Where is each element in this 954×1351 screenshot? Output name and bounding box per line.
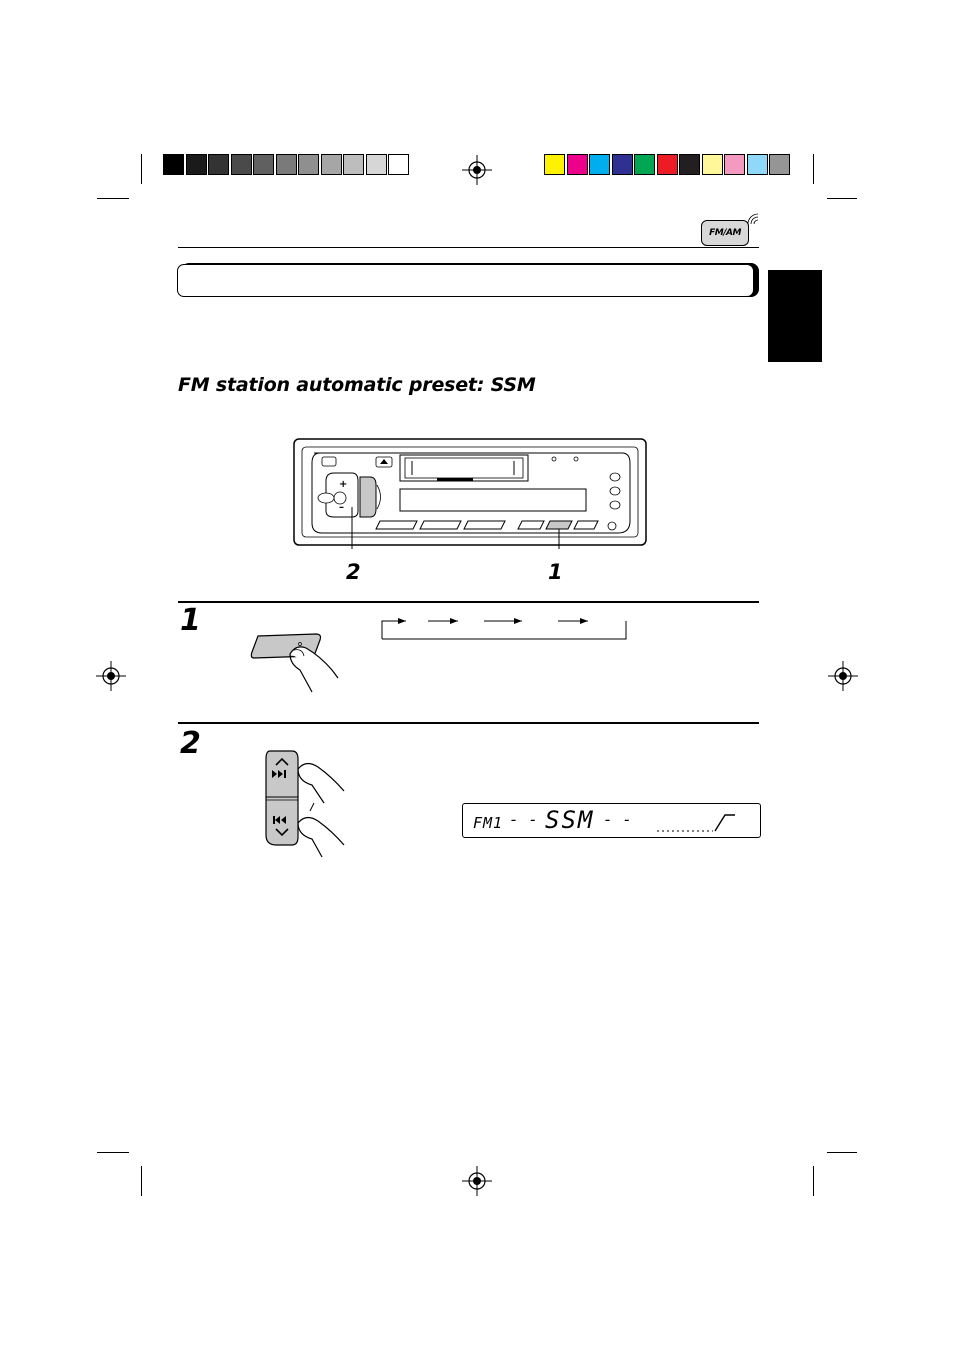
- lcd-band: FM1: [473, 814, 504, 832]
- step-1-rule: [178, 601, 759, 603]
- crop-mark-bottom-right-v: [813, 1166, 814, 1196]
- grayscale-swatch: [231, 154, 252, 175]
- grayscale-swatch: [208, 154, 229, 175]
- step-2-number: 2: [180, 726, 201, 761]
- color-swatch: [634, 154, 655, 175]
- grayscale-swatch: [321, 154, 342, 175]
- grayscale-swatch: [163, 154, 184, 175]
- signal-waves-icon: [746, 212, 760, 226]
- grayscale-swatch: [343, 154, 364, 175]
- crop-mark-bottom-left-h: [97, 1152, 129, 1153]
- grayscale-bar: [163, 154, 411, 176]
- color-swatch: [657, 154, 678, 175]
- step-1-number: 1: [180, 603, 201, 638]
- fm-am-band-icon: [701, 220, 749, 246]
- step-2-rule: [178, 722, 759, 724]
- crop-mark-top-right-v: [813, 154, 814, 184]
- registration-mark-bottom: [462, 1166, 492, 1196]
- color-swatch: [544, 154, 565, 175]
- color-swatch: [769, 154, 790, 175]
- grayscale-swatch: [186, 154, 207, 175]
- grayscale-swatch: [298, 154, 319, 175]
- finger-press-band-button-icon: [250, 626, 340, 696]
- color-swatch: [589, 154, 610, 175]
- callout-band: 1: [548, 560, 563, 584]
- color-swatch: [702, 154, 723, 175]
- grayscale-swatch: [253, 154, 274, 175]
- color-swatch: [679, 154, 700, 175]
- color-swatch: [724, 154, 745, 175]
- crop-mark-top-left-h: [97, 198, 129, 199]
- svg-text:+: +: [339, 479, 348, 490]
- lcd-dashes-right: - -: [603, 810, 632, 829]
- band-cycle-diagram: [378, 615, 630, 643]
- fm-am-icon-label: FM/AM: [709, 228, 741, 238]
- registration-mark-right: [828, 661, 858, 691]
- section-title-bar: [177, 264, 754, 297]
- color-swatch: [747, 154, 768, 175]
- registration-mark-top: [462, 155, 492, 185]
- header-rule: [178, 247, 759, 248]
- lcd-dashes-left: - -: [509, 810, 538, 829]
- finger-press-seek-buttons-icon: [258, 745, 350, 860]
- svg-text:–: –: [339, 502, 344, 513]
- color-swatch: [612, 154, 633, 175]
- color-bar: [544, 154, 792, 176]
- lcd-display: [462, 803, 761, 838]
- grayscale-swatch: [276, 154, 297, 175]
- crop-mark-top-right-h: [827, 198, 857, 199]
- registration-mark-left: [96, 661, 126, 691]
- grayscale-swatch: [388, 154, 409, 175]
- subheading: FM station automatic preset: SSM: [178, 374, 536, 396]
- language-tab: [768, 270, 822, 362]
- crop-mark-top-left-v: [141, 154, 142, 184]
- grayscale-swatch: [366, 154, 387, 175]
- car-stereo-illustration: [292, 437, 648, 549]
- lcd-level-meter: [655, 812, 739, 834]
- callout-volume: 2: [346, 560, 361, 584]
- color-swatch: [567, 154, 588, 175]
- crop-mark-bottom-right-h: [827, 1152, 857, 1153]
- lcd-mode: SSM: [545, 806, 595, 834]
- crop-mark-bottom-left-v: [141, 1166, 142, 1196]
